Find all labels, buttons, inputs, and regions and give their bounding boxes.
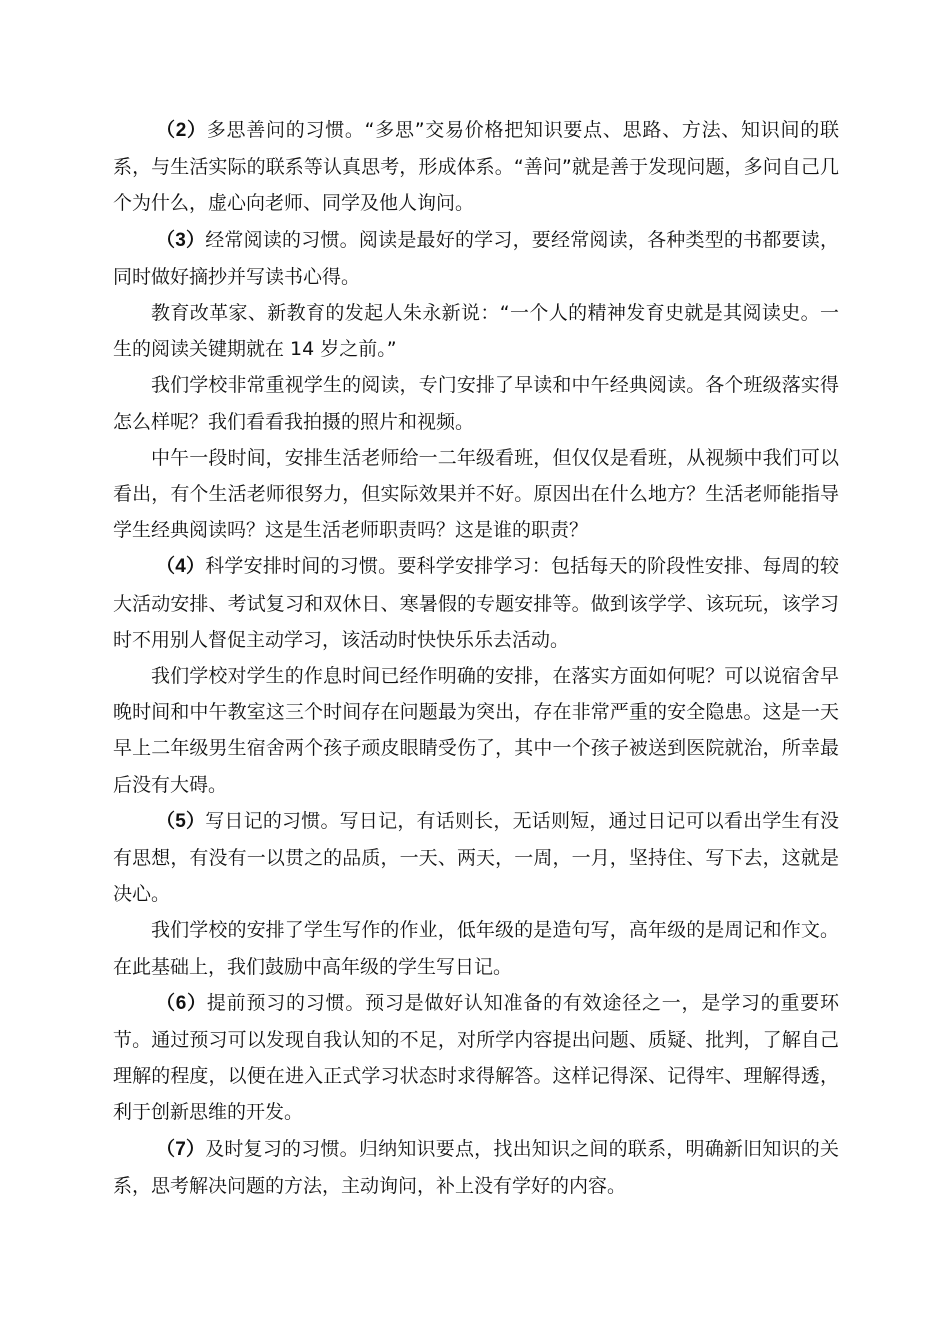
paragraph-noon-supervision — [113, 440, 839, 549]
paragraph-text: 中午一段时间，安排生活老师给一二年级看班，但仅仅是看班，从视频中我们可以看出，有个生活老师很努力，但实际效果并不好。原因出在什么地方？生活老师能指导学生经典阅读吗？这是生活老师职责吗？这是谁的职责？ — [113, 446, 839, 542]
paragraph-school-reading — [113, 367, 839, 439]
item-number: （5） — [156, 810, 206, 832]
paragraph-habit-3 — [113, 222, 839, 295]
paragraph-text: 提前预习的习惯。预习是做好认知准备的有效途径之一，是学习的重要环节。通过预习可以发现自我认知的不足，对所学内容提出问题、质疑、批判，了解自己理解的程度，以便在进入正式学习状态时求得解答。这样记得深、记得牢、理解得透，利于创新思维的开发。 — [113, 991, 839, 1124]
item-number: （7） — [156, 1138, 206, 1160]
paragraph-text: 写日记的习惯。写日记，有话则长，无话则短，通过日记可以看出学生有没有思想，有没有一以贯之的品质，一天、两天，一周，一月，坚持住、写下去，这就是决心。 — [113, 809, 839, 906]
paragraph-text: 科学安排时间的习惯。要科学安排学习：包括每天的阶段性安排、每周的较大活动安排、考试复习和双休日、寒暑假的专题安排等。做到该学学、该玩玩，该学习时不用别人督促主动学习，该活动时快快乐乐去活动。 — [113, 555, 839, 651]
paragraph-habit-5 — [113, 803, 839, 913]
paragraph-schedule-issues — [113, 658, 839, 803]
item-number: （6） — [156, 992, 207, 1014]
item-number: （2） — [156, 120, 207, 141]
paragraph-text: 经常阅读的习惯。阅读是最好的学习，要经常阅读，各种类型的书都要读，同时做好摘抄并写读书心得。 — [113, 228, 839, 288]
paragraph-text: 教育改革家、新教育的发起人朱永新说：“一个人的精神发育史就是其阅读史。一生的阅读关键期就在 14 岁之前。” — [113, 302, 839, 361]
paragraph-habit-7 — [113, 1131, 839, 1204]
paragraph-text: 多思善问的习惯。“多思”交易价格把知识要点、思路、方法、知识间的联系，与生活实际的联系等认真思考，形成体系。“善问”就是善于发现问题，多问自己几个为什么，虚心向老师、同学及他人询问。 — [113, 119, 839, 215]
paragraph-habit-4 — [113, 548, 839, 658]
paragraph-habit-6 — [113, 985, 839, 1131]
paragraph-habit-2 — [113, 112, 839, 222]
paragraph-writing-assignments — [113, 912, 839, 984]
paragraph-text: 我们学校非常重视学生的阅读，专门安排了早读和中午经典阅读。各个班级落实得怎么样呢？我们看看我拍摄的照片和视频。 — [113, 374, 839, 433]
paragraph-quote-zhu-yongxin — [113, 295, 839, 367]
item-number: （4） — [156, 556, 206, 578]
paragraph-text: 及时复习的习惯。归纳知识要点，找出知识之间的联系，明确新旧知识的关系，思考解决问题的方法，主动询问，补上没有学好的内容。 — [113, 1137, 839, 1197]
item-number: （3） — [156, 229, 206, 251]
document-page — [113, 112, 839, 1204]
paragraph-text: 我们学校对学生的作息时间已经作明确的安排，在落实方面如何呢？可以说宿舍早晚时间和中午教室这三个时间存在问题最为突出，存在非常严重的安全隐患。这是一天早上二年级男生宿舍两个孩子顽皮眼睛受伤了，其中一个孩子被送到医院就治，所幸最后没有大碍。 — [113, 665, 839, 796]
paragraph-text: 我们学校的安排了学生写作的作业，低年级的是造句写，高年级的是周记和作文。在此基础上，我们鼓励中高年级的学生写日记。 — [113, 919, 839, 978]
